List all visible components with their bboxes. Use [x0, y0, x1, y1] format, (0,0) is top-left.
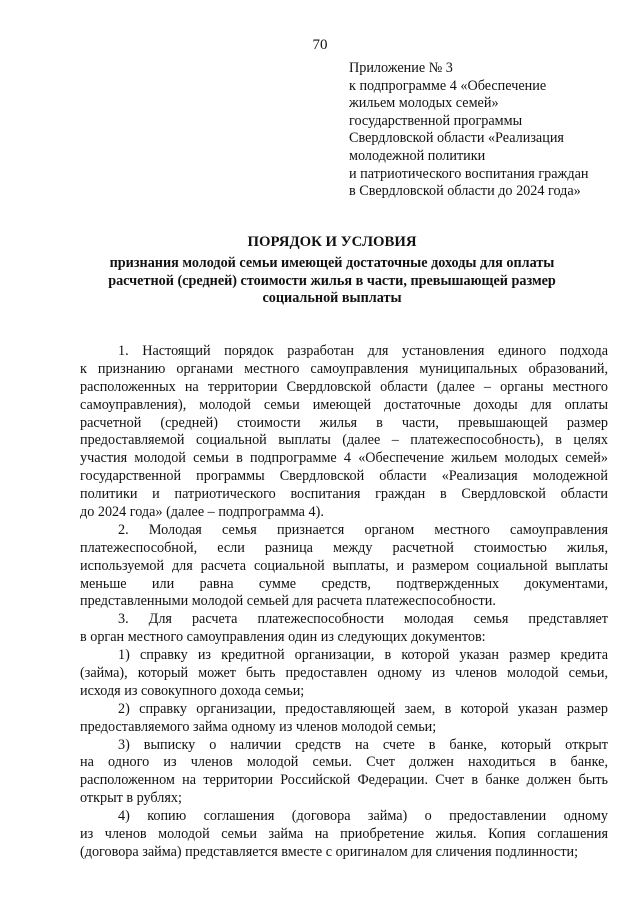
paragraph-line: расположенных на территории Свердловской области (далее – органы местного — [80, 378, 608, 395]
paragraph-line: предоставляемого займа одному из членов молодой семьи; — [80, 718, 437, 735]
paragraph-line: 3. Для расчета платежеспособности молодая семья представляет — [118, 611, 608, 628]
document-subtitle-line: признания молодой семьи имеющей достаточные доходы для оплаты — [109, 254, 555, 271]
appendix-line: и патриотического воспитания граждан — [349, 165, 589, 182]
paragraph-line: 3) выписку о наличии средств на счете в банке, который открыт — [118, 736, 608, 753]
paragraph-line: 1) справку из кредитной организации, в которой указан размер кредита — [118, 647, 608, 664]
appendix-line: молодежной политики — [349, 147, 486, 164]
paragraph-line: участия молодой семьи в подпрограмме 4 «Обеспечение жильем молодых семей» — [80, 450, 608, 467]
document-subtitle-line: социальной выплаты — [262, 290, 402, 307]
paragraph-line: 4) копию соглашения (договора займа) о предоставлении одному — [118, 808, 608, 825]
paragraph — [80, 343, 608, 522]
paragraph-line: из членов молодой семьи займа на приобретение жилья. Копия соглашения — [80, 826, 608, 843]
page-number: 70 — [312, 37, 328, 53]
paragraph — [80, 611, 608, 647]
paragraph-line: до 2024 года» (далее – подпрограмма 4). — [80, 504, 324, 521]
paragraph — [80, 737, 608, 809]
paragraph-line: 2. Молодая семья признается органом местного самоуправления — [118, 521, 608, 538]
appendix-line: жильем молодых семей» — [349, 95, 499, 112]
document-title: ПОРЯДОК И УСЛОВИЯ — [247, 234, 417, 250]
paragraph-line: открыт в рублях; — [80, 790, 182, 807]
appendix-line: Приложение № 3 — [349, 60, 453, 76]
appendix-line: государственной программы — [349, 112, 523, 129]
paragraph-line: государственной программы Свердловской области «Реализация молодежной — [80, 468, 608, 485]
paragraph-line: расположенном на территории Российской Федерации. Счет в банке должен быть — [80, 772, 608, 789]
paragraph-line: 1. Настоящий порядок разработан для установления единого подхода — [118, 343, 608, 359]
document-subtitle-line: расчетной (средней) стоимости жилья в части, превышающей размер — [108, 272, 556, 289]
paragraph — [80, 701, 608, 737]
paragraph-line: (займа), который может быть предоставлен одному из членов молодой семьи, — [80, 665, 608, 682]
document-body — [80, 343, 608, 862]
appendix-line: Свердловской области «Реализация — [349, 130, 564, 147]
paragraph-line: предоставляемой социальной выплаты (далее – платежеспособность), в целях — [80, 432, 608, 449]
paragraph-line: платежеспособной, если разница между расчетной стоимостью жилья, — [80, 539, 608, 556]
paragraph-line: используемой для расчета социальной выплаты, и размером социальной выплаты — [80, 557, 608, 574]
paragraph-line: представленными молодой семьей для расчета платежеспособности. — [80, 593, 496, 610]
paragraph-line: (договора займа) представляется вместе с оригиналом для сличения подлинности; — [80, 843, 579, 860]
appendix-line: в Свердловской области до 2024 года» — [349, 183, 581, 200]
appendix-note — [349, 60, 624, 201]
paragraph-line: 2) справку организации, предоставляющей заем, в которой указан размер — [118, 700, 608, 717]
paragraph-line: к признанию органами местного самоуправления муниципальных образований, — [80, 360, 608, 377]
document-title-block — [60, 234, 604, 308]
paragraph-line: расчетной (средней) стоимости жилья в части, превышающей размер — [80, 414, 608, 431]
paragraph-line: в орган местного самоуправления один из следующих документов: — [80, 629, 486, 646]
paragraph-line: исходя из совокупного дохода семьи; — [80, 682, 305, 699]
paragraph-line: на одного из членов молодой семьи. Счет должен находиться в банке, — [80, 754, 608, 771]
paragraph-line: политики и патриотического воспитания граждан в Свердловской области — [80, 486, 608, 503]
paragraph-line: меньше или равна сумме средств, подтвержденных документами, — [80, 575, 608, 592]
paragraph — [80, 647, 608, 701]
paragraph — [80, 808, 608, 862]
paragraph — [80, 522, 608, 611]
appendix-line: к подпрограмме 4 «Обеспечение — [349, 77, 547, 94]
paragraph-line: самоуправления), молодой семьи имеющей достаточные доходы для оплаты — [80, 396, 608, 413]
